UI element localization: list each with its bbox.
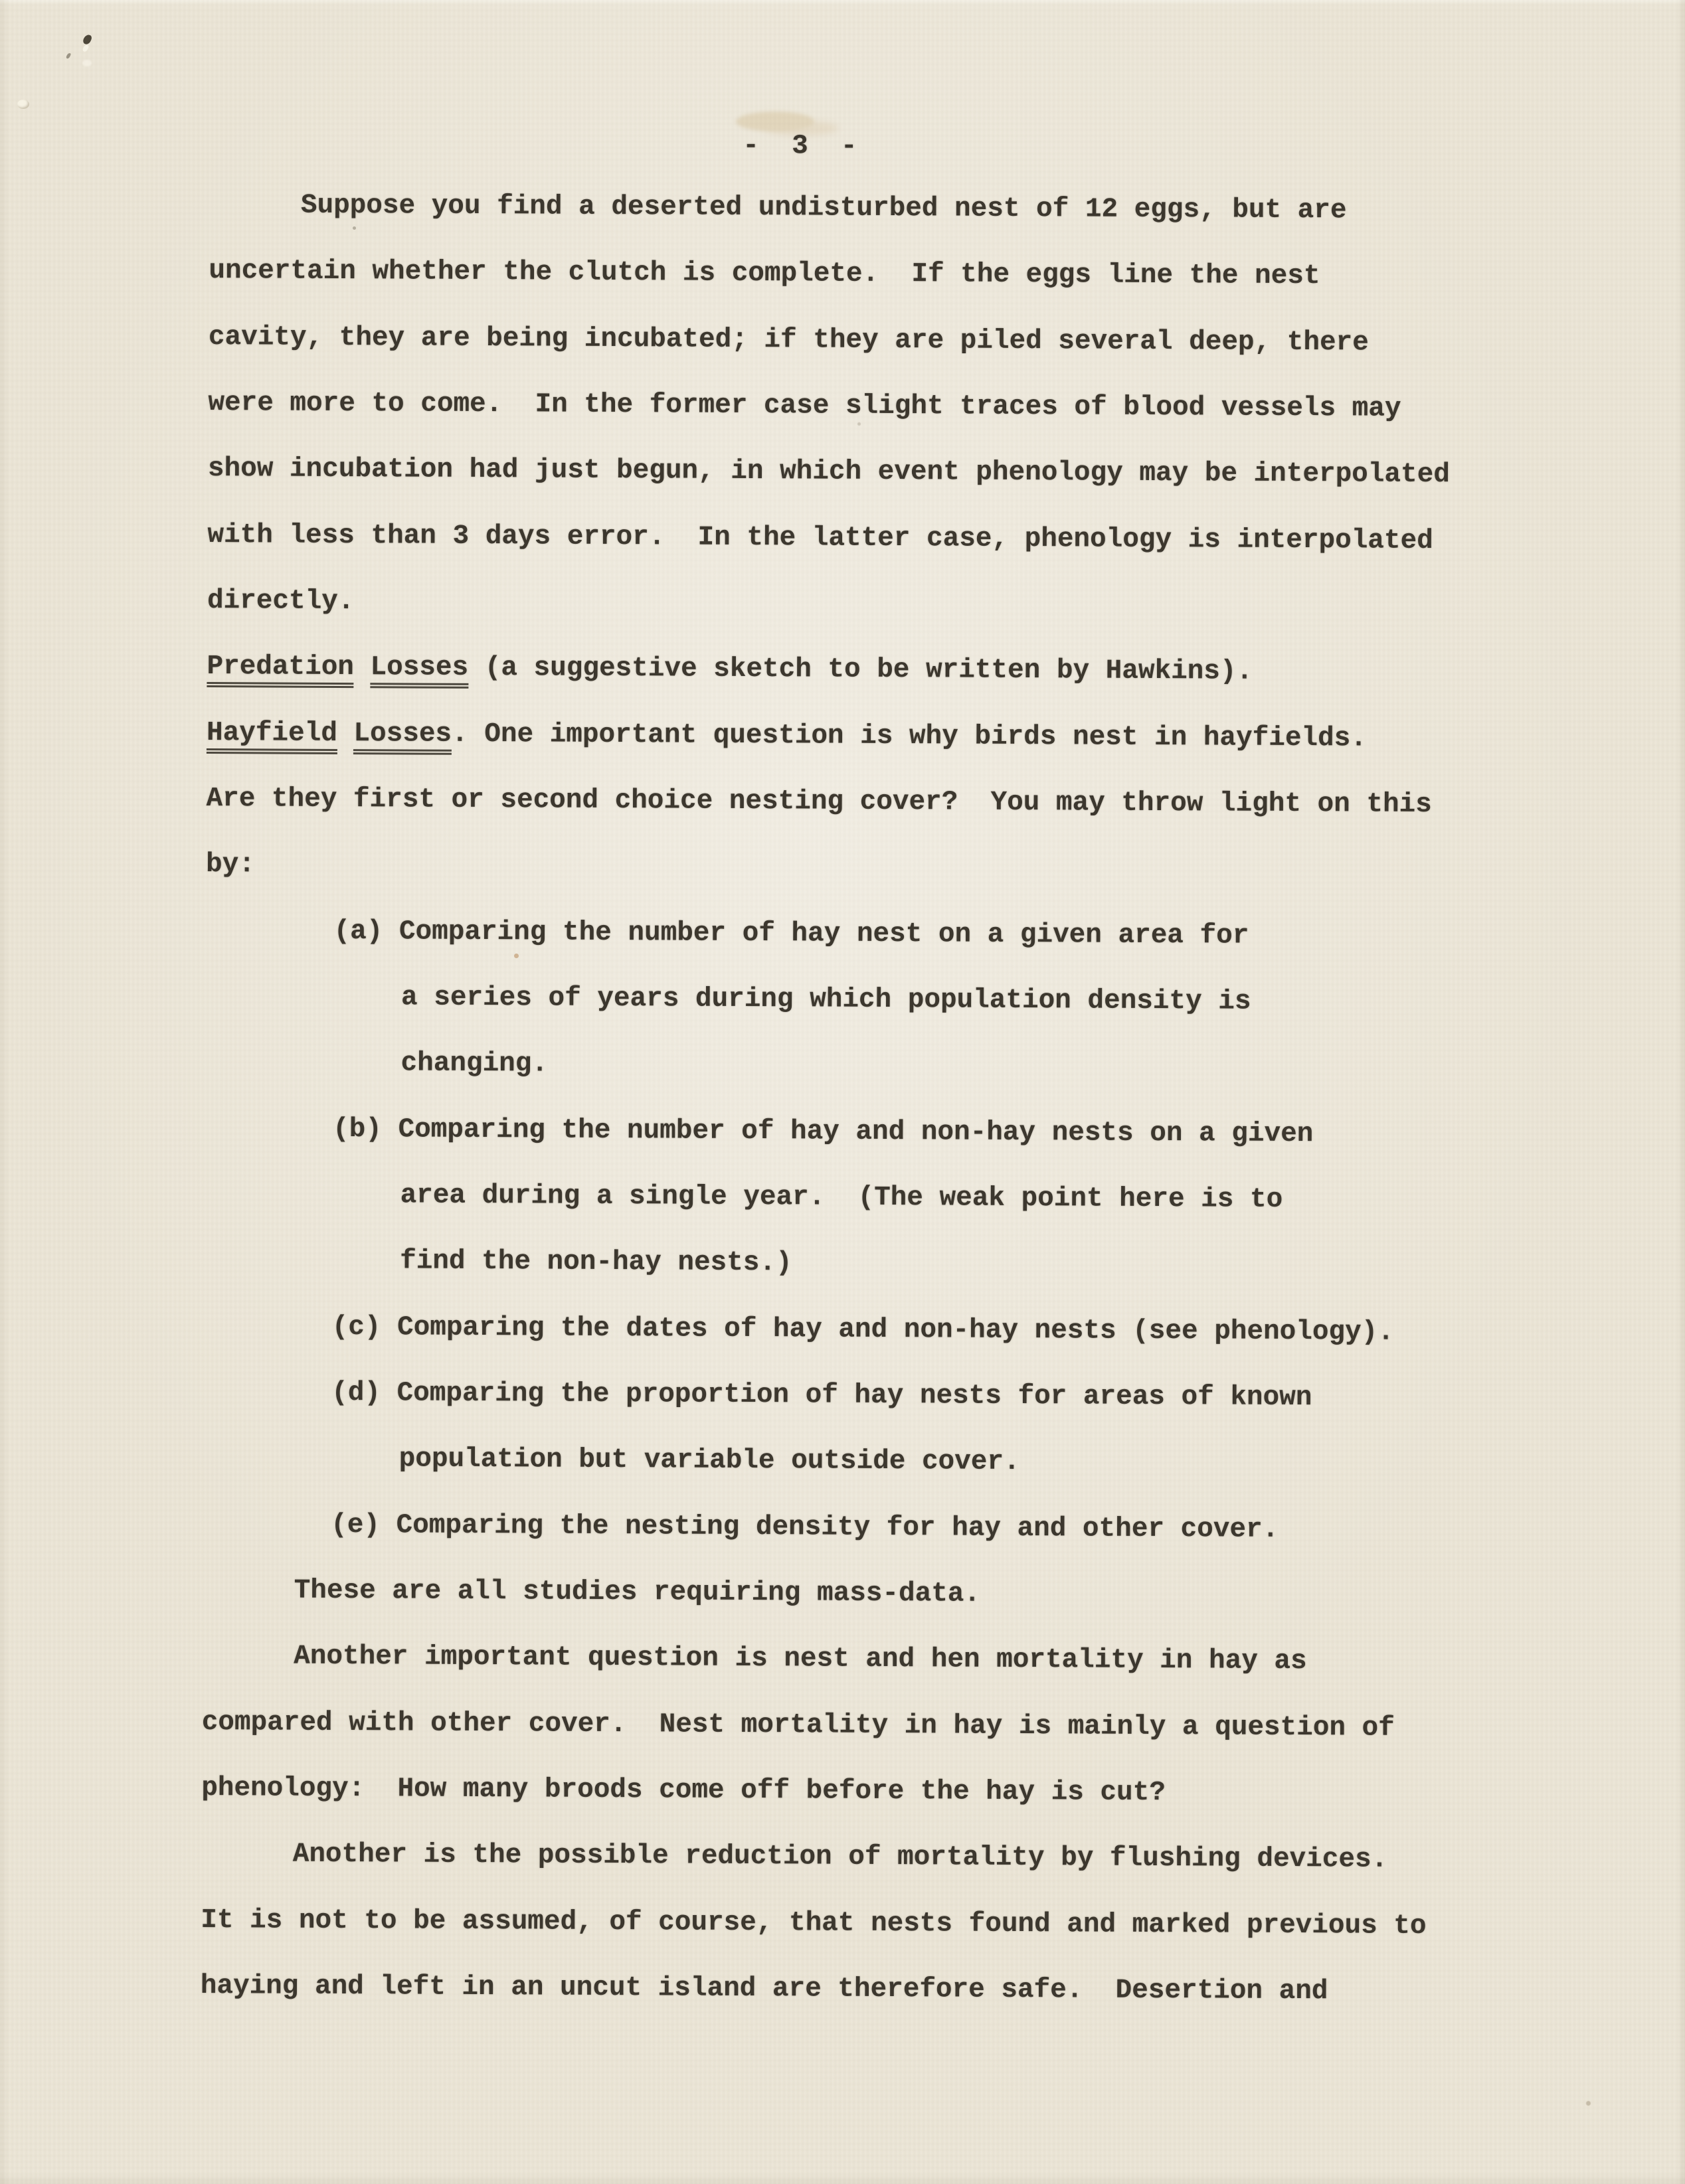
heading-trailing-text: . One important question is why birds nest in hayfields.: [451, 718, 1368, 754]
list-item-a-line-2: a series of years during which population density is: [400, 982, 1251, 1017]
heading-underlined-word: Losses: [370, 652, 468, 689]
list-item-e-line-1: (e) Comparing the nesting density for hay and other cover.: [331, 1509, 1279, 1545]
heading-underlined-word: Losses: [353, 718, 452, 755]
list-item-a-line-3: changing.: [400, 1048, 549, 1080]
intro-line-2: uncertain whether the clutch is complete. If the eggs line the nest: [209, 255, 1320, 292]
list-item-b-line-1: (b) Comparing the number of hay and non-hay nests on a given: [332, 1114, 1314, 1150]
intro-line-1: Suppose you find a deserted undisturbed nest of 12 eggs, but are: [300, 190, 1347, 226]
flushing-line-1: Another is the possible reduction of mortality by flushing devices.: [292, 1839, 1388, 1875]
heading-trailing-text: (a suggestive sketch to be written by Hawkins).: [468, 652, 1253, 687]
mortality-line-2: compared with other cover. Nest mortality in hay is mainly a question of: [201, 1707, 1395, 1744]
intro-line-5: show incubation had just begun, in which event phenology may be interpolated: [207, 453, 1450, 491]
heading-predation-losses: [207, 653, 1253, 686]
intro-line-6: with less than 3 days error. In the latter case, phenology is interpolated: [207, 519, 1433, 557]
heading-hayfield-losses: [206, 717, 1368, 754]
page-number: - 3 -: [743, 130, 857, 162]
mass-data-summary-line: These are all studies requiring mass-data.: [294, 1575, 981, 1610]
hayfield-question-line-1: Are they first or second choice nesting cover? You may throw light on this: [206, 783, 1432, 821]
mortality-line-3: phenology: How many broods come off before the hay is cut?: [201, 1772, 1166, 1809]
intro-line-7: directly.: [207, 585, 355, 618]
heading-underlined-word: Predation: [207, 651, 354, 688]
list-item-d-line-2: population but variable outside cover.: [399, 1444, 1020, 1477]
list-item-c-line-1: (c) Comparing the dates of hay and non-hay nests (see phenology).: [331, 1311, 1395, 1348]
flushing-line-2: It is not to be assumed, of course, that nests found and marked previous to: [201, 1904, 1427, 1942]
list-item-d-line-1: (d) Comparing the proportion of hay nests for areas of known: [331, 1377, 1312, 1414]
mortality-line-1: Another important question is nest and hen mortality in hay as: [294, 1641, 1307, 1677]
flushing-line-3: haying and left in an uncut island are therefore safe. Desertion and: [200, 1970, 1328, 2007]
intro-line-4: were more to come. In the former case slight traces of blood vessels may: [208, 387, 1401, 424]
list-item-b-line-2: area during a single year. (The weak point here is to: [400, 1180, 1283, 1215]
intro-line-3: cavity, they are being incubated; if they are piled several deep, there: [208, 321, 1369, 359]
list-item-a-line-1: (a) Comparing the number of hay nest on a given area for: [333, 916, 1249, 952]
hayfield-question-line-2: by:: [205, 849, 255, 881]
list-item-b-line-3: find the non-hay nests.): [400, 1246, 792, 1279]
heading-underlined-word: Hayfield: [207, 718, 337, 754]
